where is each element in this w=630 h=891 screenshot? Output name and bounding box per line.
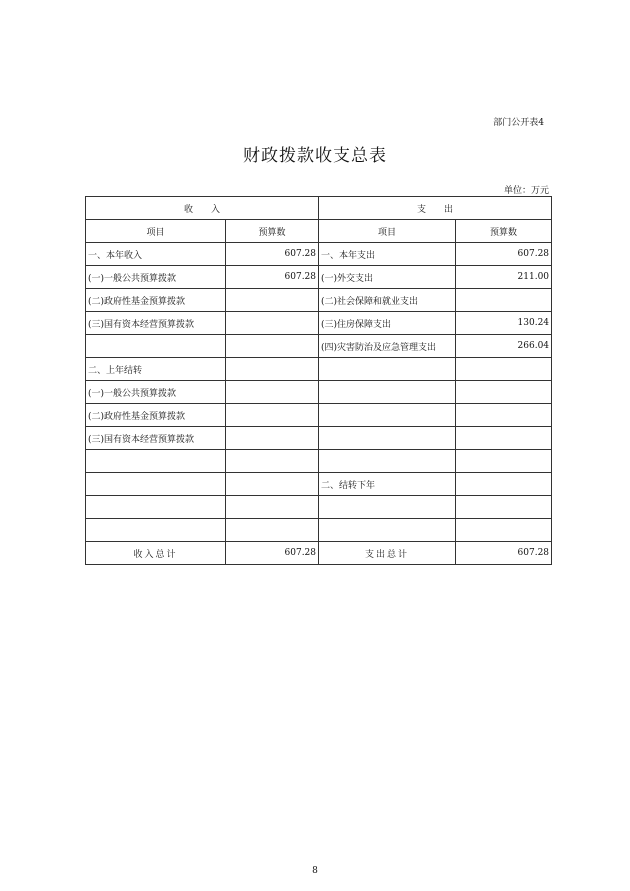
income-value [226, 335, 319, 358]
unit-label: 单位：万元 [503, 186, 549, 196]
income-value [226, 404, 319, 427]
income-item [86, 519, 226, 542]
total-expense-label: 支出总计 [319, 542, 456, 565]
expense-value: 266.04 [456, 335, 552, 358]
total-income-value: 607.28 [226, 542, 319, 565]
expense-value: 607.28 [456, 243, 552, 266]
expense-item: (三)住房保障支出 [319, 312, 456, 335]
expense-item: 二、结转下年 [319, 473, 456, 496]
table-row [86, 266, 552, 289]
total-row [86, 542, 552, 565]
table-row [86, 243, 552, 266]
expense-item [319, 496, 456, 519]
income-item [86, 335, 226, 358]
income-value [226, 312, 319, 335]
expense-value [456, 450, 552, 473]
table-row [86, 289, 552, 312]
income-item: (二)政府性基金预算拨款 [86, 289, 226, 312]
total-income-label: 收入总计 [86, 542, 226, 565]
income-item [86, 496, 226, 519]
page-number: 8 [312, 866, 318, 876]
col-item-expense: 项目 [319, 220, 456, 243]
table-row [86, 496, 552, 519]
expense-item [319, 358, 456, 381]
income-value: 607.28 [226, 266, 319, 289]
table-row [86, 358, 552, 381]
table-row [86, 450, 552, 473]
budget-table [85, 196, 552, 565]
expense-value [456, 358, 552, 381]
form-tag: 部门公开表4 [493, 118, 544, 128]
expense-value [456, 473, 552, 496]
table-row [86, 335, 552, 358]
income-item: (三)国有资本经营预算拨款 [86, 427, 226, 450]
expense-item [319, 519, 456, 542]
income-item: (二)政府性基金预算拨款 [86, 404, 226, 427]
expense-value: 130.24 [456, 312, 552, 335]
expense-item: (二)社会保障和就业支出 [319, 289, 456, 312]
table-row [86, 312, 552, 335]
expense-item [319, 404, 456, 427]
income-item: 二、上年结转 [86, 358, 226, 381]
income-item [86, 450, 226, 473]
income-item: 一、本年收入 [86, 243, 226, 266]
total-expense-value: 607.28 [456, 542, 552, 565]
expense-value [456, 427, 552, 450]
col-budget-expense: 预算数 [456, 220, 552, 243]
income-value [226, 450, 319, 473]
expense-value [456, 289, 552, 312]
table-row [86, 381, 552, 404]
expense-item [319, 450, 456, 473]
income-value [226, 358, 319, 381]
header-income: 收 入 [86, 197, 319, 220]
expense-value [456, 519, 552, 542]
table-row [86, 473, 552, 496]
expense-value [456, 404, 552, 427]
header-row-section [86, 197, 552, 220]
table-body [86, 197, 552, 565]
expense-value [456, 496, 552, 519]
income-item [86, 473, 226, 496]
expense-value [456, 381, 552, 404]
expense-item: (四)灾害防治及应急管理支出 [319, 335, 456, 358]
col-item-income: 项目 [86, 220, 226, 243]
income-item: (一)一般公共预算拨款 [86, 381, 226, 404]
income-value [226, 496, 319, 519]
table-row [86, 519, 552, 542]
income-item: (一)一般公共预算拨款 [86, 266, 226, 289]
income-value [226, 289, 319, 312]
expense-item: (一)外交支出 [319, 266, 456, 289]
header-expense: 支 出 [319, 197, 552, 220]
expense-item [319, 427, 456, 450]
expense-item: 一、本年支出 [319, 243, 456, 266]
income-item: (三)国有资本经营预算拨款 [86, 312, 226, 335]
header-row-columns [86, 220, 552, 243]
income-value [226, 381, 319, 404]
table-row [86, 404, 552, 427]
income-value [226, 519, 319, 542]
table-row [86, 427, 552, 450]
page-title: 财政拨款收支总表 [243, 146, 387, 166]
expense-value: 211.00 [456, 266, 552, 289]
income-value: 607.28 [226, 243, 319, 266]
col-budget-income: 预算数 [226, 220, 319, 243]
expense-item [319, 381, 456, 404]
income-value [226, 427, 319, 450]
income-value [226, 473, 319, 496]
